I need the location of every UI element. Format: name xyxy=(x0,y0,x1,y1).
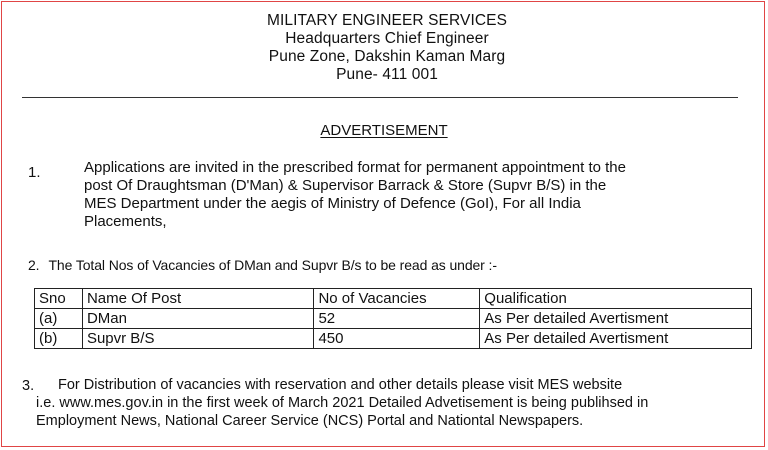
letterhead xyxy=(0,12,768,84)
table-row xyxy=(35,309,752,329)
city-pincode: Pune- 411 001 xyxy=(336,66,438,83)
header-divider xyxy=(22,97,738,98)
cell-sno: (a) xyxy=(35,309,83,329)
paragraph-2 xyxy=(28,257,497,273)
paragraph-3-line: Employment News, National Career Service (NCS) Portal and Nationtal Newspapers. xyxy=(36,413,584,429)
cell-post: Supvr B/S xyxy=(82,329,314,349)
paragraph-1-line: Placements, xyxy=(84,213,167,230)
cell-sno: (b) xyxy=(35,329,83,349)
vacancies-table xyxy=(34,288,752,349)
office-name: Headquarters Chief Engineer xyxy=(285,30,489,47)
paragraph-1-line: Applications are invited in the prescribed format for permanent appointment to the xyxy=(84,159,626,176)
paragraph-2-text: The Total Nos of Vacancies of DMan and Supvr B/s to be read as under :- xyxy=(48,257,497,273)
table-row xyxy=(35,329,752,349)
paragraph-1-line: post Of Draughtsman (D'Man) & Supervisor Barrack & Store (Supvr B/S) in the xyxy=(84,177,607,194)
cell-post: DMan xyxy=(82,309,314,329)
column-header-vacancies: No of Vacancies xyxy=(314,289,480,309)
cell-qualification: As Per detailed Avertisment xyxy=(480,329,752,349)
page-title: ADVERTISEMENT xyxy=(320,122,448,139)
paragraph-3-line: i.e. www.mes.gov.in in the first week of March 2021 Detailed Advetisement is being publihsed in xyxy=(36,395,649,411)
address-line: Pune Zone, Dakshin Kaman Marg xyxy=(268,48,506,65)
column-header-sno: Sno xyxy=(35,289,83,309)
paragraph-1-line: MES Department under the aegis of Ministry of Defence (GoI), For all India xyxy=(84,195,581,212)
cell-qualification: As Per detailed Avertisment xyxy=(480,309,752,329)
paragraph-2-number: 2. xyxy=(28,257,40,273)
paragraph-1-number: 1. xyxy=(28,164,41,181)
cell-vacancies: 52 xyxy=(314,309,480,329)
organization-name: MILITARY ENGINEER SERVICES xyxy=(266,12,508,29)
paragraph-3-line: For Distribution of vacancies with reservation and other details please visit MES website xyxy=(58,377,623,393)
column-header-post: Name Of Post xyxy=(82,289,314,309)
paragraph-3-number: 3. xyxy=(22,378,35,394)
cell-vacancies: 450 xyxy=(314,329,480,349)
column-header-qualification: Qualification xyxy=(480,289,752,309)
table-header-row xyxy=(35,289,752,309)
paragraph-3-text xyxy=(36,376,761,430)
paragraph-1-text xyxy=(84,159,694,231)
